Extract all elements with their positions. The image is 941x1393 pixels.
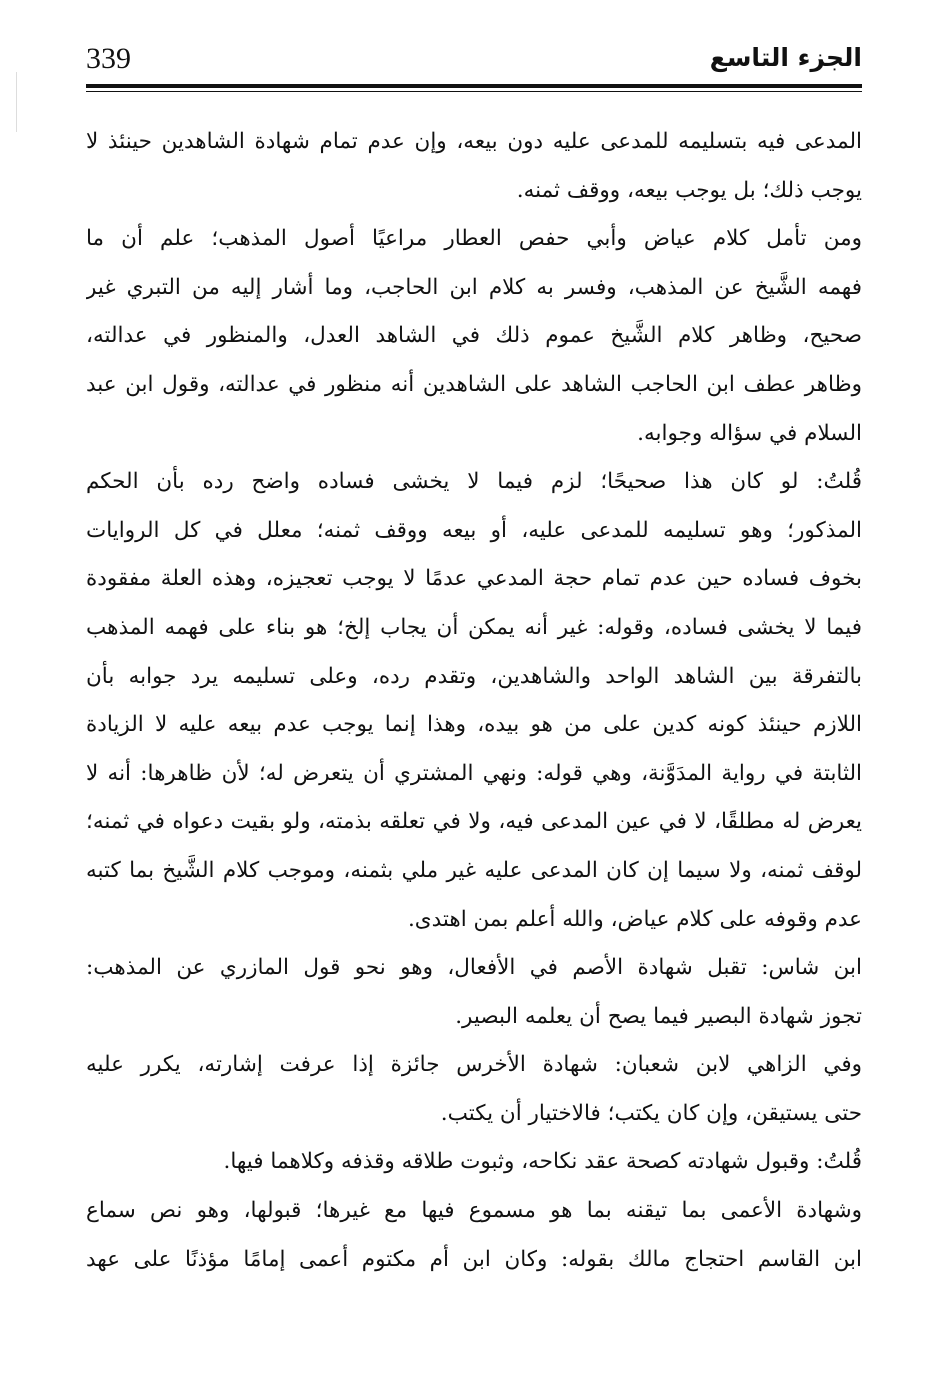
text-line: تجوز شهادة البصير فيما يصح أن يعلمه البصير. <box>455 1003 862 1029</box>
text-line: السلام في سؤاله وجوابه. <box>637 420 862 446</box>
text-line: لوقف ثمنه، ولا سيما إن كان المدعى عليه غير ملي بثمنه، وموجب كلام الشَّيخ بما كتبه <box>86 857 862 883</box>
text-line: بخوف فساده حين عدم تمام حجة المدعي عدمًا لا يوجب تعجيزه، وهذه العلة مفقودة <box>86 566 862 592</box>
text-line: قُلتُ: وقبول شهادته كصحة عقد نكاحه، وثبوت طلاقه وقذفه وكلاهما فيها. <box>223 1149 862 1175</box>
text-line: وفي الزاهي لابن شعبان: شهادة الأخرس جائزة إذا عرفت إشارته، يكرر عليه <box>86 1052 862 1078</box>
text-line: فيما لا يخشى فساده، وقوله: غير أنه يمكن أن يجاب إلخ؛ هو بناء على فهمه المذهب <box>86 614 862 640</box>
running-title: الجزء التاسع <box>709 43 862 72</box>
text-line: ابن القاسم احتجاج مالك بقوله: وكان ابن أم مكتوم أعمى إمامًا مؤذنًا على عهد <box>86 1246 862 1272</box>
page-number: 339 <box>86 42 131 75</box>
body-text <box>86 118 862 1284</box>
text-line: وشهادة الأعمى بما تيقنه بما هو مسموع فيها مع غيرها؛ قبولها، وهو نص سماع <box>86 1198 862 1224</box>
text-line: الثابتة في رواية المدَوَّنة، وهي قوله: ونهي المشتري أن يتعرض له؛ لأن ظاهرها: أنه لا <box>86 760 862 786</box>
text-line: يعرض له مطلقًا، لا في عين المدعى فيه، ولا في تعلقه بذمته، ولو بقيت دعواه في ثمنه؛ <box>86 809 862 835</box>
text-line: قُلتُ: لو كان هذا صحيحًا؛ لزم فيما لا يخشى فساده واضح رده بأن الحكم <box>86 469 862 495</box>
text-line: المذكور؛ وهو تسليمه للمدعى عليه، أو بيعه ووقف ثمنه؛ معلل في كل الروايات <box>86 517 862 543</box>
text-line: وظاهر عطف ابن الحاجب الشاهد على الشاهدين أنه منظور في عدالته، وقول ابن عبد <box>86 371 862 397</box>
text-line: اللازم حينئذ كونه كدين على من هو بيده، وهذا إنما يوجب عدم بيعه عليه لا الزيادة <box>86 712 862 738</box>
page-header <box>86 40 862 80</box>
text-line: حتى يستيقن، وإن كان يكتب؛ فالاختيار أن يكتب. <box>440 1100 862 1126</box>
header-rule-thin <box>86 91 862 92</box>
text-line: ومن تأمل كلام عياض وأبي حفص العطار مراعيًا أصول المذهب؛ علم أن ما <box>86 226 862 252</box>
text-line: صحيح، وظاهر كلام الشَّيخ عموم ذلك في الشاهد العدل، والمنظور في عدالته، <box>86 323 862 349</box>
text-line: بالتفرقة بين الشاهد الواحد والشاهدين، وتقدم رده، وعلى تسليمه يرد جوابه بأن <box>86 663 862 689</box>
text-line: يوجب ذلك؛ بل يوجب بيعه، ووقف ثمنه. <box>516 177 862 203</box>
text-line: المدعى فيه بتسليمه للمدعى عليه دون بيعه، وإن عدم تمام شهادة الشاهدين حينئذ لا <box>86 129 862 154</box>
text-line: فهمه الشَّيخ عن المذهب، وفسر به كلام ابن الحاجب، وما أشار إليه من التبري غير <box>86 274 862 300</box>
text-line: ابن شاس: تقبل شهادة الأصم في الأفعال، وهو نحو قول المازري عن المذهب: <box>86 955 862 981</box>
header-rule-thick <box>86 84 862 88</box>
text-line: عدم وقوفه على كلام عياض، والله أعلم بمن اهتدى. <box>407 906 862 932</box>
scan-margin-mark <box>16 72 17 132</box>
